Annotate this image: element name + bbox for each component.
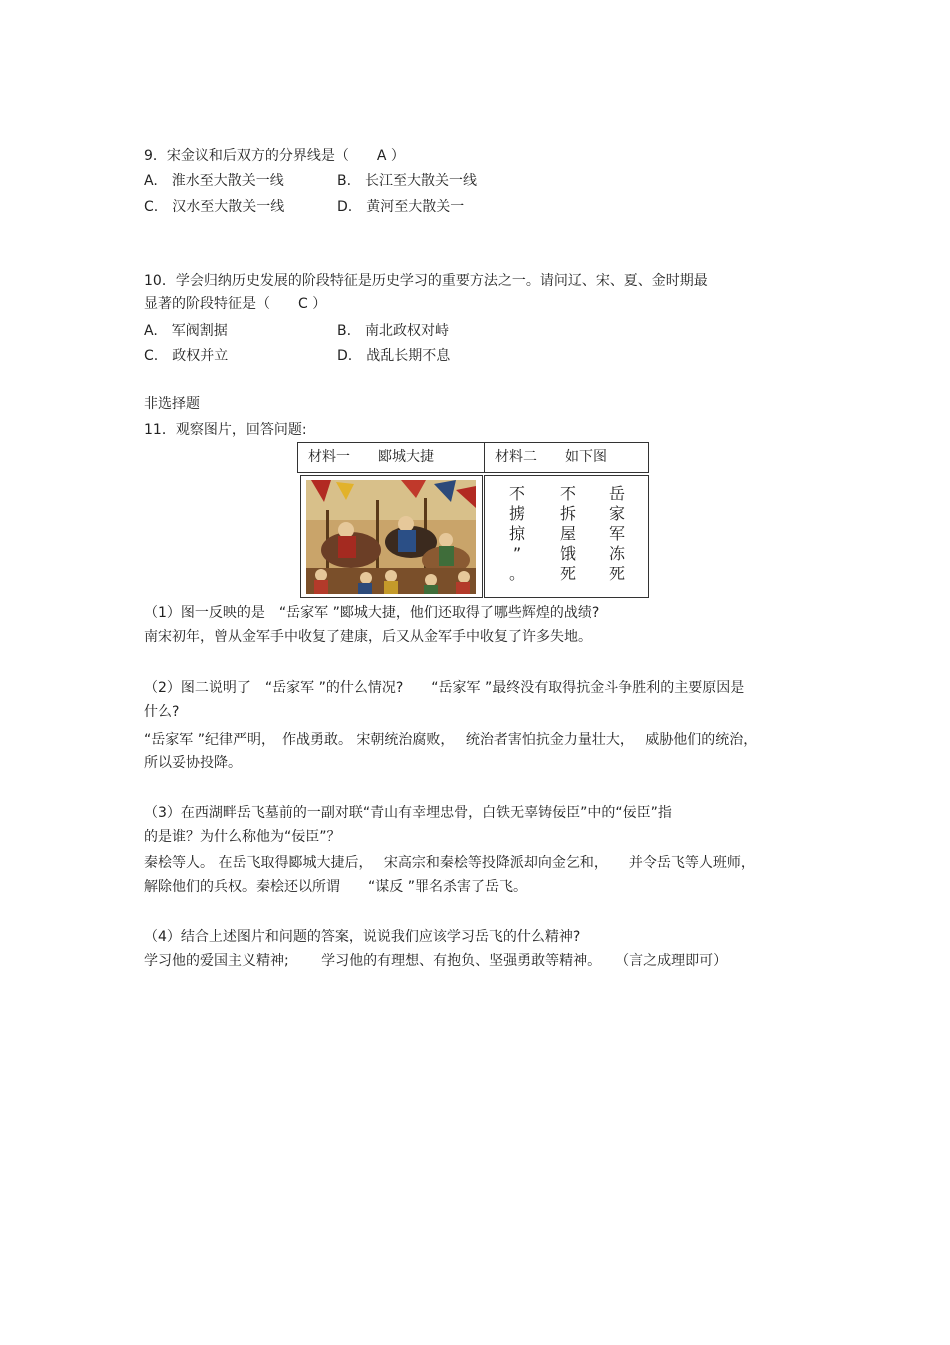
q11-part3-answer-line1: 秦桧等人。 在岳飞取得郾城大捷后， 宋高宗和秦桧等投降派却向金乞和， 并令岳飞等人班师， — [144, 855, 755, 871]
q9-stem: 9．宋金议和后双方的分界线是（ A ） — [144, 148, 405, 164]
q10-option-c: C. 政权并立 — [144, 348, 229, 364]
q11-part4-question: （4）结合上述图片和问题的答案，说说我们应该学习岳飞的什么精神? — [144, 929, 581, 945]
q11-part2-answer-line2: 所以妥协投降。 — [144, 755, 242, 771]
q10-option-d: D. 战乱长期不息 — [337, 348, 451, 364]
q11-part3-question-line2: 的是谁？为什么称他为“佞臣”？ — [144, 829, 341, 845]
q11-part2-question-line2: 什么? — [144, 704, 180, 720]
q11-part2-question-line1: （2）图二说明了 “岳家军 ”的什么情况? “岳家军 ”最终没有取得抗金斗争胜利的主要原因是 — [144, 680, 745, 696]
q11-part3-answer-line2: 解除他们的兵权。秦桧还以所谓 “谋反 ”罪名杀害了岳飞。 — [144, 879, 527, 895]
q9-option-c: C. 汉水至大散关一线 — [144, 199, 285, 215]
q9-option-a: A. 淮水至大散关一线 — [144, 173, 284, 189]
q10-option-a: A. 军阀割据 — [144, 323, 228, 339]
q10-option-b: B. 南北政权对峙 — [337, 323, 450, 339]
material-two-header: 材料二 如下图 — [484, 442, 649, 473]
q9-option-b: B. 长江至大散关一线 — [337, 173, 478, 189]
q11-part2-answer-line1: “岳家军 ”纪律严明， 作战勇敢。 宋朝统治腐败， 统治者害怕抗金力量壮大， 威胁他们的统治， — [144, 732, 758, 748]
section-title: 非选择题 — [144, 396, 200, 412]
q11-part1-answer: 南宋初年，曾从金军手中收复了建康，后又从金军手中收复了许多失地。 — [144, 629, 592, 645]
vertical-text-col-left: 不 掳 掠 ” 。 — [508, 484, 525, 583]
q10-stem-line1: 10．学会归纳历史发展的阶段特征是历史学习的重要方法之一。请问辽、宋、夏、金时期最 — [144, 273, 708, 289]
q11-part3-question-line1: （3）在西湖畔岳飞墓前的一副对联“青山有幸埋忠骨，白铁无辜铸佞臣”中的“佞臣”指 — [144, 805, 672, 821]
battle-painting-image — [306, 480, 476, 594]
vertical-text-col-right: 岳 家 军 冻 死 — [608, 484, 625, 583]
vertical-text-col-mid: 不 拆 屋 饿 死 — [559, 484, 576, 583]
q10-stem-line2: 显著的阶段特征是（ C ） — [144, 296, 327, 312]
q11-part1-question: （1）图一反映的是 “岳家军 ”郾城大捷，他们还取得了哪些辉煌的战绩? — [144, 605, 600, 621]
q11-stem: 11．观察图片，回答问题: — [144, 422, 307, 438]
material-one-header: 材料一 郾城大捷 — [297, 442, 485, 473]
q11-part4-answer: 学习他的爱国主义精神; 学习他的有理想、有抱负、坚强勇敢等精神。 （言之成理即可） — [144, 953, 728, 969]
q9-option-d: D. 黄河至大散关一 — [337, 199, 465, 215]
